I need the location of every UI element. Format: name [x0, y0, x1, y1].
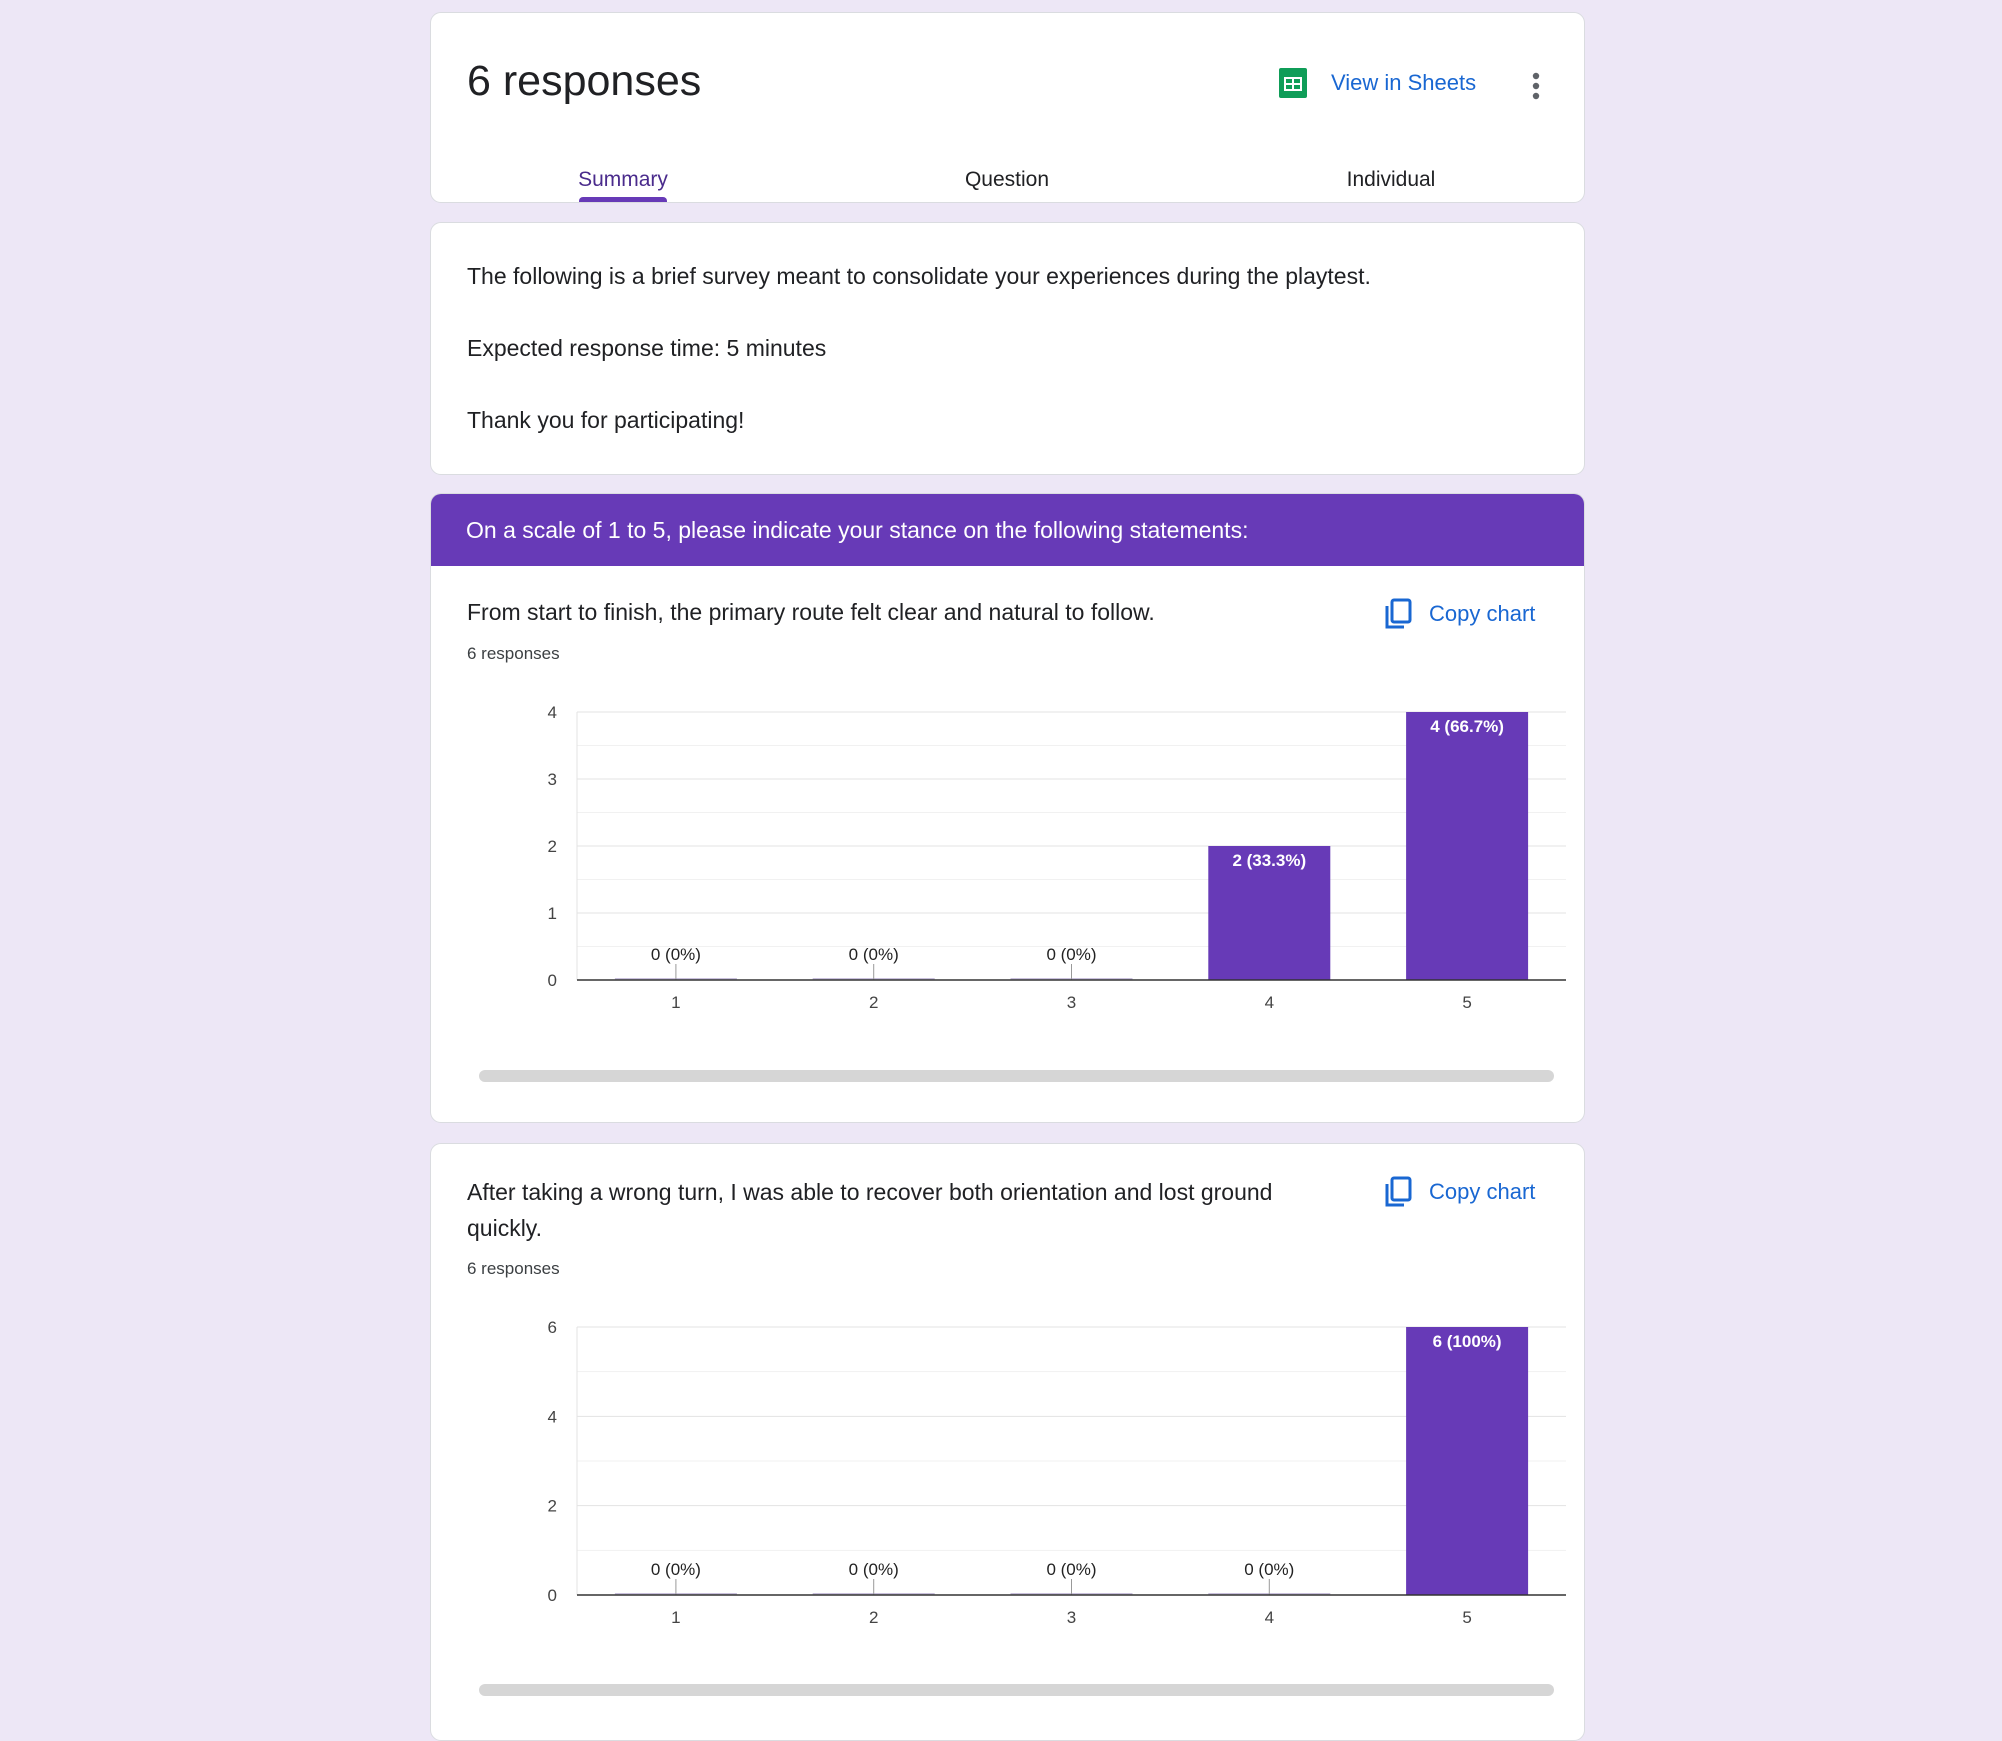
- copy-chart-button[interactable]: [1383, 1172, 1535, 1212]
- description-line: Expected response time: 5 minutes: [467, 335, 827, 361]
- y-tick-label: 3: [547, 770, 557, 789]
- bar-data-label: 2 (33.3%): [1232, 851, 1307, 870]
- section-header: On a scale of 1 to 5, please indicate your stance on the following statements:: [431, 494, 1584, 566]
- y-tick-label: 6: [547, 1318, 557, 1337]
- description-line: The following is a brief survey meant to consolidate your experiences during the playtest.: [467, 263, 1371, 289]
- bar: [1406, 1327, 1528, 1595]
- x-tick-label: 2: [868, 1608, 879, 1627]
- y-tick-label: 0: [547, 971, 557, 990]
- y-tick-label: 4: [547, 703, 557, 722]
- x-tick-label: 2: [868, 993, 879, 1012]
- x-tick-label: 5: [1462, 993, 1472, 1012]
- description-line: Thank you for participating!: [467, 407, 745, 433]
- x-tick-label: 4: [1264, 993, 1275, 1012]
- copy-chart-label: Copy chart: [1429, 601, 1536, 626]
- tab-question-label: Question: [964, 168, 1050, 191]
- responses-title: 6 responses: [467, 57, 702, 105]
- bar-data-label: 0 (0%): [1046, 945, 1097, 964]
- y-tick-label: 4: [547, 1407, 557, 1427]
- question-card: [430, 493, 1585, 1123]
- bar-data-label: 0 (0%): [848, 1560, 899, 1579]
- bar-data-label: 0 (0%): [1244, 1560, 1295, 1579]
- response-count: 6 responses: [467, 644, 560, 663]
- google-sheets-icon: [1279, 68, 1307, 98]
- x-tick-label: 1: [671, 993, 681, 1012]
- question-card: [430, 1143, 1585, 1741]
- chart-scrollbar[interactable]: [479, 1684, 1554, 1696]
- bar-data-label: 0 (0%): [1046, 1560, 1097, 1579]
- bar-data-label: 0 (0%): [650, 1560, 701, 1579]
- bar-data-label: 0 (0%): [650, 945, 701, 964]
- tab-question[interactable]: [815, 147, 1199, 203]
- tab-individual-label: Individual: [1346, 168, 1436, 191]
- x-tick-label: 3: [1066, 1608, 1077, 1627]
- x-tick-label: 5: [1462, 1608, 1472, 1627]
- view-in-sheets-label: View in Sheets: [1331, 70, 1477, 95]
- more-vert-icon: [1531, 72, 1541, 100]
- form-description-card: [430, 222, 1585, 475]
- x-tick-label: 3: [1066, 993, 1077, 1012]
- response-count: 6 responses: [467, 1259, 560, 1278]
- bar: [1406, 712, 1528, 980]
- responses-header-card: [430, 12, 1585, 203]
- copy-icon: [1383, 1176, 1413, 1208]
- bar-chart: [431, 692, 1585, 1022]
- y-tick-label: 2: [547, 837, 557, 856]
- bar-data-label: 6 (100%): [1432, 1332, 1502, 1351]
- bar-data-label: 4 (66.7%): [1430, 717, 1504, 736]
- copy-chart-label: Copy chart: [1429, 1179, 1536, 1204]
- x-tick-label: 1: [671, 1608, 681, 1627]
- bar-data-label: 0 (0%): [848, 945, 899, 964]
- question-title: After taking a wrong turn, I was able to recover both orientation and lost ground quickly.: [467, 1179, 1273, 1241]
- y-tick-label: 2: [547, 1496, 557, 1516]
- y-tick-label: 1: [547, 904, 557, 923]
- tab-summary-label: Summary: [578, 168, 668, 191]
- y-tick-label: 0: [547, 1586, 557, 1605]
- chart-scrollbar[interactable]: [479, 1070, 1554, 1082]
- view-in-sheets-link[interactable]: [1279, 57, 1476, 109]
- question-title: From start to finish, the primary route felt clear and natural to follow.: [467, 599, 1155, 625]
- bar-chart: [431, 1307, 1585, 1637]
- tab-individual[interactable]: [1199, 147, 1583, 203]
- copy-chart-button[interactable]: [1383, 594, 1535, 634]
- copy-icon: [1383, 598, 1413, 630]
- tab-summary[interactable]: [431, 147, 815, 203]
- active-tab-indicator: [579, 197, 667, 203]
- x-tick-label: 4: [1264, 1608, 1275, 1627]
- more-options-button[interactable]: [1511, 61, 1561, 111]
